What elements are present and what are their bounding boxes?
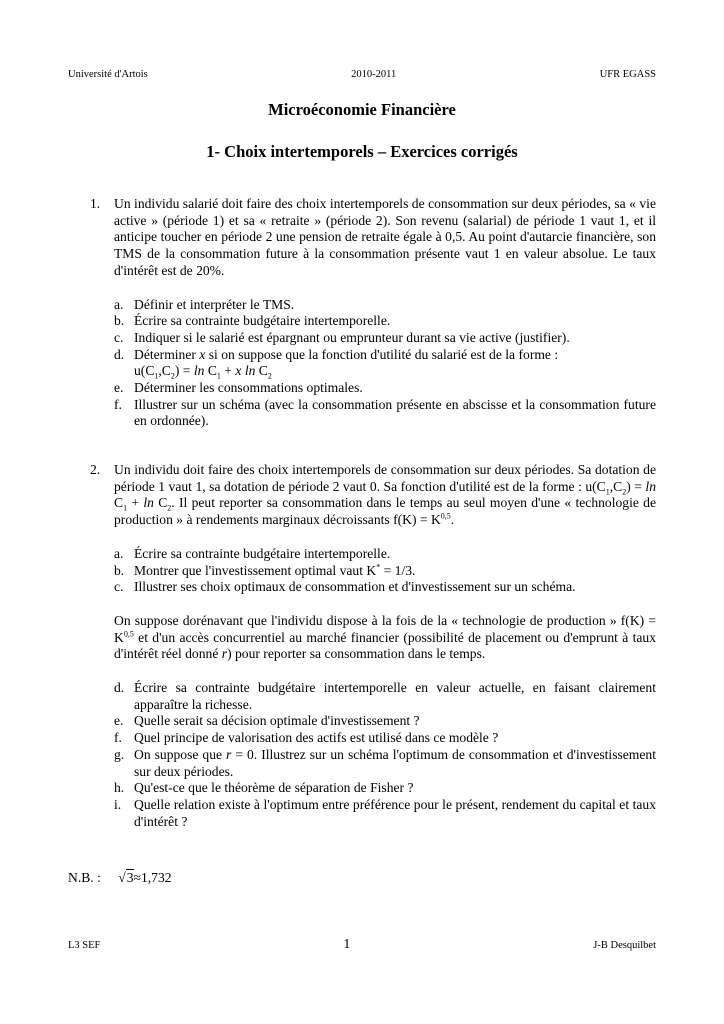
page-footer — [68, 937, 656, 953]
note-label: N.B. : — [68, 870, 101, 885]
question-item: c. Illustrer ses choix optimaux de consommation et d'investissement sur un schéma. — [114, 579, 576, 595]
exercise-paragraph: On suppose dorénavant que l'individu dispose à la fois de la « technologie de production » f(K) = K$^{0,5}$ et d'un accès concurrentiel au marché financier (possibilité de placement ou d'emprunt à taux d'intérêt réel donné r) pour reporter sa consommation dans le temps. — [114, 612, 656, 662]
exercise-number: 2. — [90, 462, 101, 477]
document-title: Microéconomie Financière — [268, 100, 456, 119]
question-item: e. Quelle serait sa décision optimale d'investissement ? — [114, 713, 420, 729]
exercise-2 — [90, 462, 656, 830]
question-item: d. Déterminer x si on suppose que la fonction d'utilité du salarié est de la forme : $u(C_1,C_2) = \ln C_1 + x$ $\ln C_2$ — [114, 346, 559, 382]
question-list — [114, 680, 656, 830]
question-list — [114, 546, 656, 596]
question-item: h. Qu'est-ce que le théorème de séparation de Fisher ? — [114, 780, 414, 796]
sqrt-icon: √ — [118, 870, 126, 885]
question-item: g. On suppose que r = 0. Illustrez sur un schéma l'optimum de consommation et d'investissement sur deux périodes. — [114, 746, 656, 779]
exercise-statement: Un individu doit faire des choix intertemporels de consommation sur deux périodes. Sa dotation de période 1 vaut 1, sa dotation de période 2 vaut 0. Sa fonction d'utilité est de la forme : $u(C_1,C_2) = \ln C_1 + \ln C_2$. Il peut reporter sa consommation dans le temps au seul moyen d'une « technologie de production » à rendements marginaux décroissants f(K) = K$^{0,5}$. — [114, 462, 657, 528]
footer-course: L3 SEF — [68, 940, 101, 951]
question-list — [114, 297, 656, 431]
exercise-1 — [90, 196, 656, 430]
page-header — [68, 69, 656, 80]
utility-formula: $u(C_1,C_2) = \ln C_1 + \ln C_2$ — [114, 478, 656, 514]
header-year: 2010-2011 — [351, 69, 397, 80]
question-item: a. Écrire sa contrainte budgétaire intertemporelle. — [114, 545, 391, 561]
header-university: Université d'Artois — [68, 69, 148, 80]
question-item: a. Définir et interpréter le TMS. — [114, 296, 295, 312]
header-department: UFR EGASS — [599, 69, 656, 80]
question-item: d. Écrire sa contrainte budgétaire intertemporelle en valeur actuelle, en faisant clairement apparaître la richesse. — [114, 680, 656, 712]
footer-author: J-B Desquilbet — [593, 940, 656, 951]
question-item: e. Déterminer les consommations optimales. — [114, 380, 363, 396]
note-value: √3≈1,732 — [118, 870, 172, 885]
question-item: f. Quel principe de valorisation des actifs est utilisé dans ce modèle ? — [114, 730, 499, 746]
utility-formula: $u(C_1,C_2) = \ln C_1 + x$ $\ln C_2$ — [134, 363, 272, 382]
exercise-number: 1. — [90, 196, 101, 211]
question-item: i. Quelle relation existe à l'optimum entre préférence pour le présent, rendement du capital et taux d'intérêt ? — [114, 796, 656, 829]
exercise-statement: Un individu salarié doit faire des choix intertemporels de consommation sur deux périodes, sa « vie active » (période 1) et sa « retraite » (période 2). Son revenu (salarial) de période 1 vaut 1, et il anticipe toucher en période 2 une pension de retraite égale à 0,5. Au point d'autarcie financière, son TMS de la consommation future à la consommation présente vaut 1 en valeur absolue. Le taux d'intérêt est de 20%. — [114, 196, 656, 278]
question-item: b. Écrire sa contrainte budgétaire intertemporelle. — [114, 313, 391, 329]
question-item: c. Indiquer si le salarié est épargnant ou emprunteur durant sa vie active (justifier). — [114, 329, 570, 345]
document-subtitle: 1- Choix intertemporels – Exercices corrigés — [206, 142, 518, 161]
question-item: b. Montrer que l'investissement optimal vaut K* = 1/3. — [114, 561, 416, 578]
page-number: 1 — [343, 937, 351, 952]
question-item: f. Illustrer sur un schéma (avec la consommation présente en abscisse et la consommation future en ordonnée). — [114, 396, 656, 429]
note — [68, 870, 172, 886]
